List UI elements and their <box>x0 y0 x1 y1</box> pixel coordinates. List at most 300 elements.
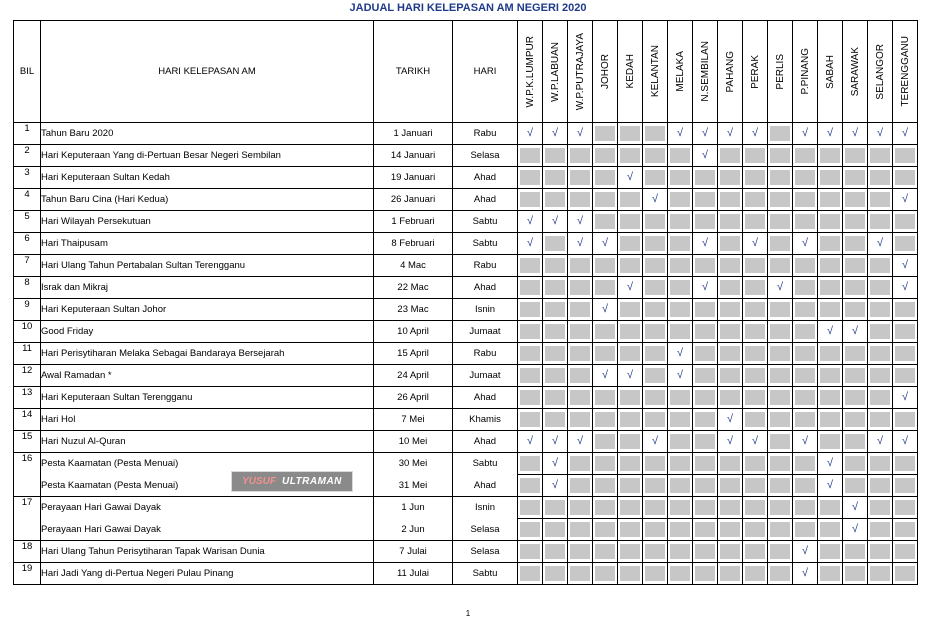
state-label: SARAWAK <box>849 46 861 97</box>
no-holiday-block <box>670 412 690 427</box>
state-cell-terengganu <box>893 211 918 233</box>
check-mark: √ <box>901 193 909 205</box>
state-cell-w-p-labuan <box>543 123 568 145</box>
no-holiday-block <box>820 522 840 537</box>
no-holiday-block <box>620 544 640 559</box>
state-cell-johor <box>593 387 618 409</box>
check-mark: √ <box>726 435 734 447</box>
header-state <box>518 21 543 123</box>
no-holiday-block <box>670 258 690 273</box>
no-holiday-block <box>820 500 840 515</box>
header-state <box>643 21 668 123</box>
state-cell-melaka <box>668 145 693 167</box>
state-cell-pahang <box>718 145 743 167</box>
date-cell: 10 Mei <box>374 431 453 453</box>
no-holiday-block <box>870 258 890 273</box>
state-cell-melaka <box>668 167 693 189</box>
no-holiday-block <box>795 346 815 361</box>
state-cell-sarawak <box>843 431 868 453</box>
page-title: JADUAL HARI KELEPASAN AM NEGERI 2020 <box>349 2 587 14</box>
state-cell-kedah <box>618 277 643 299</box>
no-holiday-block <box>520 170 540 185</box>
header-state <box>818 21 843 123</box>
state-cell-perak <box>743 541 768 563</box>
state-label: MELAKA <box>674 51 686 92</box>
state-cell-perlis <box>768 189 793 211</box>
no-holiday-block <box>745 324 765 339</box>
day-cell: Isnin <box>453 299 518 321</box>
no-holiday-block <box>720 280 740 295</box>
no-holiday-block <box>770 522 790 537</box>
day-cell: Sabtu <box>453 233 518 255</box>
state-cell-n-sembilan <box>693 453 718 475</box>
state-cell-pahang <box>718 519 743 541</box>
day-cell: Ahad <box>453 189 518 211</box>
no-holiday-block <box>820 434 840 449</box>
date-cell: 23 Mac <box>374 299 453 321</box>
state-cell-p-pinang <box>793 211 818 233</box>
no-holiday-block <box>570 192 590 207</box>
no-holiday-block <box>820 544 840 559</box>
state-cell-selangor <box>868 211 893 233</box>
holiday-name-cell: Hari Perisytiharan Melaka Sebagai Bandaraya Bersejarah <box>41 343 374 365</box>
no-holiday-block <box>570 390 590 405</box>
no-holiday-block <box>545 192 565 207</box>
no-holiday-block <box>570 412 590 427</box>
day-cell: Ahad <box>453 167 518 189</box>
state-cell-terengganu <box>893 519 918 541</box>
state-cell-w-p-putrajaya <box>568 343 593 365</box>
no-holiday-block <box>845 214 865 229</box>
check-mark: √ <box>626 171 634 183</box>
no-holiday-block <box>770 346 790 361</box>
no-holiday-block <box>520 148 540 163</box>
no-holiday-block <box>795 500 815 515</box>
no-holiday-block <box>870 368 890 383</box>
day-cell: Jumaat <box>453 365 518 387</box>
day-cell: Sabtu <box>453 563 518 585</box>
state-cell-kelantan <box>643 299 668 321</box>
state-cell-johor <box>593 453 618 475</box>
state-label: W.P.PUTRAJAYA <box>574 32 586 111</box>
no-holiday-block <box>670 280 690 295</box>
holiday-name-cell: Good Friday <box>41 321 374 343</box>
state-cell-selangor <box>868 255 893 277</box>
state-cell-sabah <box>818 167 843 189</box>
state-cell-perak <box>743 299 768 321</box>
no-holiday-block <box>645 170 665 185</box>
state-cell-perlis <box>768 299 793 321</box>
state-cell-kelantan <box>643 453 668 475</box>
day-cell: Selasa <box>453 541 518 563</box>
state-cell-w-p-k-lumpur <box>518 453 543 475</box>
state-cell-sarawak <box>843 541 868 563</box>
no-holiday-block <box>695 346 715 361</box>
state-cell-w-p-putrajaya <box>568 145 593 167</box>
no-holiday-block <box>645 544 665 559</box>
check-mark: √ <box>576 237 584 249</box>
state-cell-w-p-k-lumpur <box>518 519 543 541</box>
no-holiday-block <box>795 368 815 383</box>
table-row <box>14 519 918 541</box>
no-holiday-block <box>620 390 640 405</box>
no-holiday-block <box>695 302 715 317</box>
state-cell-kedah <box>618 453 643 475</box>
state-cell-melaka <box>668 475 693 497</box>
state-cell-sabah <box>818 387 843 409</box>
check-mark: √ <box>526 127 534 139</box>
no-holiday-block <box>595 478 615 493</box>
holiday-name-cell: Perayaan Hari Gawai Dayak <box>41 497 374 519</box>
state-cell-sabah <box>818 365 843 387</box>
check-mark: √ <box>676 369 684 381</box>
no-holiday-block <box>845 456 865 471</box>
no-holiday-block <box>670 500 690 515</box>
check-mark: √ <box>826 479 834 491</box>
state-cell-pahang <box>718 453 743 475</box>
check-mark: √ <box>876 237 884 249</box>
no-holiday-block <box>520 456 540 471</box>
state-cell-johor <box>593 211 618 233</box>
state-cell-sabah <box>818 211 843 233</box>
state-cell-johor <box>593 123 618 145</box>
no-holiday-block <box>545 566 565 581</box>
check-mark: √ <box>776 281 784 293</box>
table-row <box>14 189 918 211</box>
check-mark: √ <box>726 413 734 425</box>
table-row <box>14 167 918 189</box>
no-holiday-block <box>570 566 590 581</box>
no-holiday-block <box>720 500 740 515</box>
state-cell-sarawak <box>843 299 868 321</box>
state-cell-p-pinang <box>793 475 818 497</box>
no-holiday-block <box>545 544 565 559</box>
table-row <box>14 431 918 453</box>
holiday-name-cell: Hari Keputeraan Yang di-Pertuan Besar Negeri Sembilan <box>41 145 374 167</box>
no-holiday-block <box>720 258 740 273</box>
check-mark: √ <box>901 127 909 139</box>
no-holiday-block <box>795 302 815 317</box>
state-cell-selangor <box>868 409 893 431</box>
table-row <box>14 387 918 409</box>
no-holiday-block <box>895 412 915 427</box>
table-row <box>14 145 918 167</box>
state-cell-p-pinang <box>793 519 818 541</box>
state-cell-perlis <box>768 123 793 145</box>
state-cell-w-p-k-lumpur <box>518 387 543 409</box>
no-holiday-block <box>670 522 690 537</box>
state-cell-w-p-labuan <box>543 189 568 211</box>
no-holiday-block <box>770 390 790 405</box>
check-mark: √ <box>801 127 809 139</box>
state-cell-w-p-putrajaya <box>568 255 593 277</box>
state-cell-johor <box>593 189 618 211</box>
check-mark: √ <box>626 369 634 381</box>
no-holiday-block <box>570 170 590 185</box>
state-cell-n-sembilan <box>693 409 718 431</box>
no-holiday-block <box>570 456 590 471</box>
state-cell-sabah <box>818 431 843 453</box>
state-cell-perak <box>743 475 768 497</box>
state-cell-perlis <box>768 145 793 167</box>
no-holiday-block <box>770 456 790 471</box>
state-cell-w-p-labuan <box>543 409 568 431</box>
no-holiday-block <box>845 148 865 163</box>
no-holiday-block <box>745 412 765 427</box>
state-cell-pahang <box>718 211 743 233</box>
no-holiday-block <box>770 258 790 273</box>
table-row <box>14 277 918 299</box>
no-holiday-block <box>895 346 915 361</box>
no-holiday-block <box>520 324 540 339</box>
no-holiday-block <box>895 478 915 493</box>
header-state <box>893 21 918 123</box>
state-cell-w-p-putrajaya <box>568 541 593 563</box>
no-holiday-block <box>895 214 915 229</box>
state-cell-p-pinang <box>793 277 818 299</box>
watermark-text-1: YUSUF <box>242 476 276 487</box>
state-cell-w-p-k-lumpur <box>518 343 543 365</box>
no-holiday-block <box>620 214 640 229</box>
state-cell-perlis <box>768 475 793 497</box>
state-cell-p-pinang <box>793 167 818 189</box>
state-cell-w-p-labuan <box>543 541 568 563</box>
state-cell-johor <box>593 321 618 343</box>
state-cell-terengganu <box>893 563 918 585</box>
check-mark: √ <box>701 237 709 249</box>
day-cell: Khamis <box>453 409 518 431</box>
state-cell-w-p-labuan <box>543 453 568 475</box>
state-cell-n-sembilan <box>693 563 718 585</box>
check-mark: √ <box>851 501 859 513</box>
date-cell: 7 Mei <box>374 409 453 431</box>
no-holiday-block <box>845 478 865 493</box>
no-holiday-block <box>895 544 915 559</box>
no-holiday-block <box>620 324 640 339</box>
state-cell-p-pinang <box>793 497 818 519</box>
check-mark: √ <box>576 435 584 447</box>
no-holiday-block <box>845 170 865 185</box>
state-cell-w-p-putrajaya <box>568 321 593 343</box>
no-holiday-block <box>720 170 740 185</box>
state-cell-sabah <box>818 563 843 585</box>
no-holiday-block <box>845 280 865 295</box>
state-cell-sarawak <box>843 409 868 431</box>
table-row <box>14 497 918 519</box>
check-mark: √ <box>751 237 759 249</box>
state-cell-sabah <box>818 343 843 365</box>
no-holiday-block <box>720 346 740 361</box>
no-holiday-block <box>570 280 590 295</box>
table-row <box>14 541 918 563</box>
state-cell-n-sembilan <box>693 277 718 299</box>
no-holiday-block <box>570 522 590 537</box>
no-holiday-block <box>695 192 715 207</box>
state-cell-perak <box>743 497 768 519</box>
no-holiday-block <box>570 346 590 361</box>
date-cell: 8 Februari <box>374 233 453 255</box>
day-cell: Jumaat <box>453 321 518 343</box>
no-holiday-block <box>570 500 590 515</box>
holiday-name-cell: Hari Ulang Tahun Perisytiharan Tapak Warisan Dunia <box>41 541 374 563</box>
state-cell-terengganu <box>893 453 918 475</box>
check-mark: √ <box>576 215 584 227</box>
no-holiday-block <box>570 258 590 273</box>
state-cell-kelantan <box>643 211 668 233</box>
no-holiday-block <box>770 324 790 339</box>
check-mark: √ <box>651 435 659 447</box>
state-label: W.P.K.LUMPUR <box>524 35 536 108</box>
day-cell: Ahad <box>453 431 518 453</box>
state-cell-w-p-putrajaya <box>568 453 593 475</box>
check-mark: √ <box>551 479 559 491</box>
state-cell-perak <box>743 233 768 255</box>
no-holiday-block <box>595 522 615 537</box>
state-cell-w-p-labuan <box>543 343 568 365</box>
state-cell-n-sembilan <box>693 189 718 211</box>
table-row <box>14 365 918 387</box>
day-cell: Rabu <box>453 123 518 145</box>
day-cell: Ahad <box>453 277 518 299</box>
table-row <box>14 321 918 343</box>
state-cell-w-p-labuan <box>543 145 568 167</box>
no-holiday-block <box>670 456 690 471</box>
no-holiday-block <box>645 390 665 405</box>
state-cell-kedah <box>618 167 643 189</box>
state-cell-w-p-labuan <box>543 277 568 299</box>
date-cell: 31 Mei <box>374 475 453 497</box>
state-cell-w-p-labuan <box>543 255 568 277</box>
state-cell-perlis <box>768 497 793 519</box>
state-cell-melaka <box>668 211 693 233</box>
check-mark: √ <box>626 281 634 293</box>
check-mark: √ <box>601 303 609 315</box>
no-holiday-block <box>720 148 740 163</box>
table-row <box>14 233 918 255</box>
state-cell-kelantan <box>643 541 668 563</box>
state-cell-melaka <box>668 189 693 211</box>
state-cell-perlis <box>768 409 793 431</box>
state-cell-perlis <box>768 343 793 365</box>
bil-cell: 5 <box>14 211 41 233</box>
state-cell-selangor <box>868 299 893 321</box>
table-row <box>14 211 918 233</box>
state-cell-kelantan <box>643 365 668 387</box>
no-holiday-block <box>745 500 765 515</box>
state-cell-perlis <box>768 167 793 189</box>
holiday-name-cell: Perayaan Hari Gawai Dayak <box>41 519 374 541</box>
no-holiday-block <box>595 544 615 559</box>
no-holiday-block <box>520 566 540 581</box>
holiday-name-cell: Israk dan Mikraj <box>41 277 374 299</box>
state-cell-w-p-k-lumpur <box>518 277 543 299</box>
state-cell-w-p-putrajaya <box>568 563 593 585</box>
no-holiday-block <box>745 302 765 317</box>
state-cell-pahang <box>718 497 743 519</box>
check-mark: √ <box>801 435 809 447</box>
state-cell-johor <box>593 475 618 497</box>
state-cell-sarawak <box>843 387 868 409</box>
state-cell-w-p-k-lumpur <box>518 189 543 211</box>
no-holiday-block <box>895 324 915 339</box>
state-cell-melaka <box>668 365 693 387</box>
no-holiday-block <box>820 170 840 185</box>
state-label: SELANGOR <box>874 43 886 100</box>
no-holiday-block <box>620 500 640 515</box>
state-cell-sarawak <box>843 123 868 145</box>
day-cell: Rabu <box>453 343 518 365</box>
no-holiday-block <box>895 170 915 185</box>
no-holiday-block <box>895 522 915 537</box>
state-cell-w-p-labuan <box>543 233 568 255</box>
state-cell-kedah <box>618 123 643 145</box>
no-holiday-block <box>845 258 865 273</box>
no-holiday-block <box>520 544 540 559</box>
no-holiday-block <box>695 434 715 449</box>
state-cell-w-p-k-lumpur <box>518 321 543 343</box>
no-holiday-block <box>845 434 865 449</box>
table-row <box>14 255 918 277</box>
state-cell-terengganu <box>893 189 918 211</box>
no-holiday-block <box>595 434 615 449</box>
no-holiday-block <box>770 434 790 449</box>
no-holiday-block <box>620 522 640 537</box>
no-holiday-block <box>770 214 790 229</box>
table-body <box>14 123 918 585</box>
state-cell-johor <box>593 343 618 365</box>
no-holiday-block <box>670 544 690 559</box>
state-label: SABAH <box>824 54 836 89</box>
state-cell-perlis <box>768 431 793 453</box>
bil-cell: 18 <box>14 541 41 563</box>
state-cell-pahang <box>718 123 743 145</box>
state-cell-sarawak <box>843 255 868 277</box>
no-holiday-block <box>745 544 765 559</box>
state-cell-terengganu <box>893 233 918 255</box>
no-holiday-block <box>895 148 915 163</box>
no-holiday-block <box>895 500 915 515</box>
state-cell-selangor <box>868 519 893 541</box>
no-holiday-block <box>545 258 565 273</box>
state-cell-sarawak <box>843 497 868 519</box>
state-cell-w-p-putrajaya <box>568 167 593 189</box>
no-holiday-block <box>645 500 665 515</box>
bil-cell: 14 <box>14 409 41 431</box>
bil-cell: 4 <box>14 189 41 211</box>
state-cell-w-p-k-lumpur <box>518 431 543 453</box>
no-holiday-block <box>520 478 540 493</box>
state-cell-perlis <box>768 233 793 255</box>
check-mark: √ <box>826 457 834 469</box>
no-holiday-block <box>770 544 790 559</box>
state-cell-kedah <box>618 189 643 211</box>
no-holiday-block <box>645 280 665 295</box>
check-mark: √ <box>901 435 909 447</box>
state-cell-perak <box>743 387 768 409</box>
no-holiday-block <box>720 368 740 383</box>
no-holiday-block <box>845 412 865 427</box>
check-mark: √ <box>826 325 834 337</box>
state-cell-terengganu <box>893 321 918 343</box>
no-holiday-block <box>745 478 765 493</box>
no-holiday-block <box>645 126 665 141</box>
bil-cell: 16 <box>14 453 41 497</box>
no-holiday-block <box>745 456 765 471</box>
state-cell-pahang <box>718 563 743 585</box>
state-cell-kedah <box>618 211 643 233</box>
no-holiday-block <box>870 280 890 295</box>
table-row <box>14 453 918 475</box>
